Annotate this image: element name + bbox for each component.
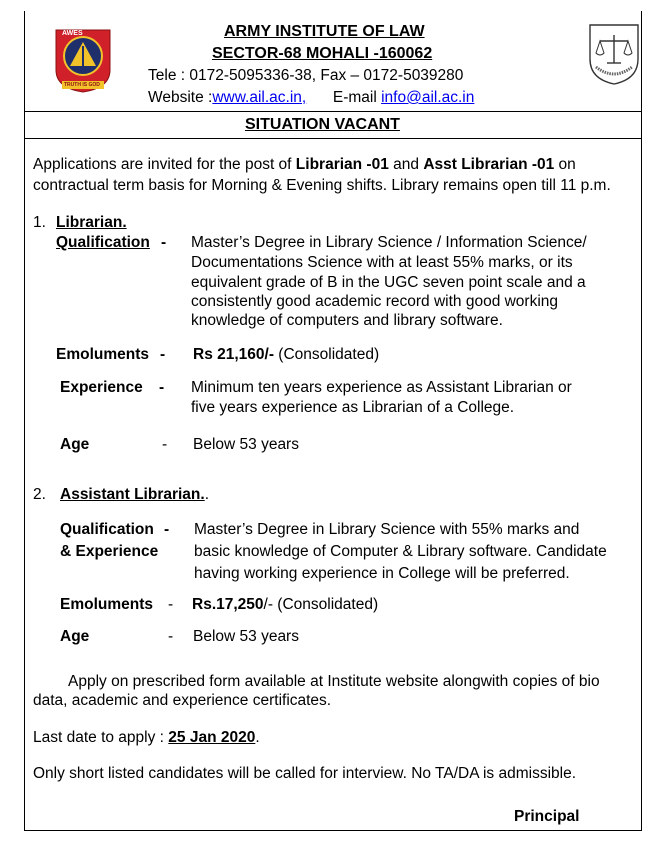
post2-title: Assistant Librarian. xyxy=(60,486,205,503)
post1-qualification-label: Qualification xyxy=(56,234,150,251)
intro-post-1: Librarian -01 xyxy=(295,156,389,173)
post2-qualification-line: Master’s Degree in Library Science with 55% marks and xyxy=(194,521,580,538)
post1-age-dash: - xyxy=(162,436,168,453)
post2-qualification-line: basic knowledge of Computer & Library software. Candidate xyxy=(194,543,607,560)
last-date-line xyxy=(33,729,260,747)
signature-principal: Principal xyxy=(514,808,580,825)
last-date-label: Last date to apply : xyxy=(33,729,169,746)
website-link[interactable]: www.ail.ac.in, xyxy=(212,89,307,106)
scales-of-justice-logo-icon xyxy=(584,21,644,87)
intro-text-on: on xyxy=(554,156,576,173)
post2-emoluments-note: /- (Consolidated) xyxy=(263,596,379,613)
post1-emoluments-value xyxy=(193,346,379,364)
post1-qualification-line: consistently good academic record with good working xyxy=(191,293,559,310)
post2-emoluments-dash: - xyxy=(168,596,174,613)
post1-title: Librarian. xyxy=(56,214,127,231)
post2-title-suffix: . xyxy=(204,486,210,503)
contact-phone: Tele : 0172-5095336-38, Fax – 0172-5039280 xyxy=(148,67,464,84)
post1-number: 1. xyxy=(33,214,46,231)
intro-text-and: and xyxy=(388,156,424,173)
post1-emoluments-note: (Consolidated) xyxy=(274,346,380,363)
logo-left-top-text: AWES xyxy=(62,30,83,37)
post2-age-value: Below 53 years xyxy=(193,628,299,645)
post2-qualification-line: having working experience in College will be preferred. xyxy=(194,565,570,582)
intro-post-2: Asst Librarian -01 xyxy=(423,156,555,173)
post1-qualification-line: equivalent grade of B in the UGC seven point scale and a xyxy=(191,274,586,291)
intro-line-2: contractual term basis for Morning & Evening shifts. Library remains open till 11 p.m. xyxy=(33,177,611,194)
post1-emoluments-amount: Rs 21,160/- xyxy=(193,346,274,363)
website-label: Website : xyxy=(148,89,213,106)
post1-age-label: Age xyxy=(60,436,90,453)
title-divider xyxy=(24,138,641,139)
post1-age-value: Below 53 years xyxy=(193,436,299,453)
post1-experience-dash: - xyxy=(159,379,165,396)
post1-emoluments-label: Emoluments xyxy=(56,346,150,363)
post1-experience-label: Experience xyxy=(60,379,143,396)
header-divider xyxy=(24,111,641,112)
institute-name: ARMY INSTITUTE OF LAW xyxy=(224,23,425,40)
post1-qualification-dash: - xyxy=(161,234,167,251)
post1-qualification-line: knowledge of computers and library software. xyxy=(191,312,503,329)
apply-line-2: data, academic and experience certificates. xyxy=(33,692,332,709)
post2-qualification-dash: - xyxy=(164,521,170,538)
interview-note: Only short listed candidates will be called for interview. No TA/DA is admissible. xyxy=(33,765,577,782)
post2-age-label: Age xyxy=(60,628,90,645)
page-title: SITUATION VACANT xyxy=(245,116,400,133)
post2-emoluments-label: Emoluments xyxy=(60,596,154,613)
institute-address: SECTOR-68 MOHALI -160062 xyxy=(212,45,433,62)
post2-title-wrap xyxy=(60,486,209,504)
post2-emoluments-amount: Rs.17,250 xyxy=(192,596,264,613)
email-link[interactable]: info@ail.ac.in xyxy=(381,89,475,106)
email-label: E-mail xyxy=(332,89,382,106)
apply-line-1: Apply on prescribed form available at Institute website alongwith copies of bio xyxy=(68,673,600,690)
post2-age-dash: - xyxy=(168,628,174,645)
post2-emoluments-value xyxy=(192,596,378,614)
logo-left-motto: TRUTH IS GOD xyxy=(64,82,100,88)
post1-emoluments-dash: - xyxy=(160,346,166,363)
last-date-suffix: . xyxy=(255,729,260,746)
post2-number: 2. xyxy=(33,486,46,503)
intro-line-1 xyxy=(33,156,576,174)
intro-text: Applications are invited for the post of xyxy=(33,156,296,173)
post2-qualification-label: Qualification xyxy=(60,521,154,538)
post1-qualification-line: Documentations Science with at least 55% marks, or its xyxy=(191,254,573,271)
contact-web-email xyxy=(148,89,474,107)
post2-experience-label: & Experience xyxy=(60,543,159,560)
post1-qualification-line: Master’s Degree in Library Science / Information Science/ xyxy=(191,234,587,251)
post1-experience-line: Minimum ten years experience as Assistant Librarian or xyxy=(191,379,572,396)
last-date-value: 25 Jan 2020 xyxy=(168,729,256,746)
post1-experience-line: five years experience as Librarian of a College. xyxy=(191,399,515,416)
